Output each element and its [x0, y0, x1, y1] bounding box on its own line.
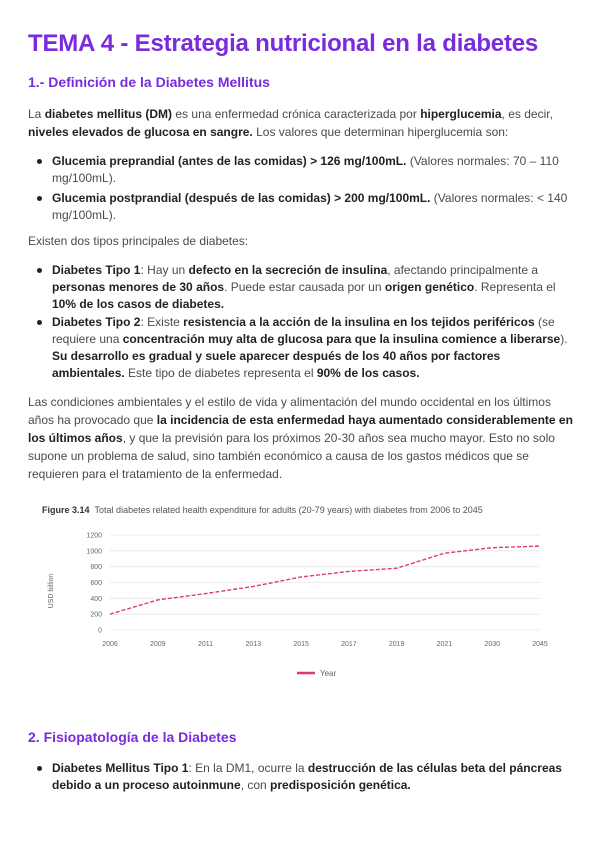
diabetes-types-list — [28, 262, 576, 382]
list-item-type1: Diabetes Tipo 1: Hay un defecto en la secreción de insulina, afectando principalmente a personas menores de 30 años. Puede estar causada por un origen genético. Representa el 10% de los casos de diabetes. — [28, 262, 576, 313]
x-tick-label: 2045 — [532, 641, 548, 648]
x-tick-label: 2013 — [245, 641, 262, 648]
x-tick-label: 2019 — [388, 641, 405, 648]
x-tick-label: 2021 — [436, 641, 453, 648]
x-tick-label: 2009 — [149, 641, 166, 648]
x-tick-label: 2015 — [293, 641, 309, 648]
y-tick-label: 200 — [90, 611, 102, 619]
bullet-icon — [37, 320, 42, 325]
figure-label: Figure 3.14 — [42, 505, 90, 515]
chart-title: Total diabetes related health expenditure for adults (20-79 years) with diabetes from 2006 to 2045 — [94, 505, 483, 515]
glucemia-criteria-list — [28, 153, 576, 224]
y-tick-label: 1000 — [86, 548, 102, 556]
types-intro: Existen dos tipos principales de diabetes: — [28, 234, 249, 248]
x-tick-label: 2011 — [198, 641, 214, 648]
legend-label: Year — [320, 669, 337, 678]
bullet-icon — [37, 766, 42, 771]
section-heading-physiopathology: 2. Fisiopatología de la Diabetes — [28, 729, 237, 745]
x-tick-label: 2030 — [484, 641, 501, 648]
intro-paragraph: La diabetes mellitus (DM) es una enfermedad crónica caracterizada por hiperglucemia, es decir, niveles elevados de glucosa en sangre. Los valores que determinan hiperglucemia son: — [28, 107, 553, 139]
series-line-year — [110, 546, 540, 614]
list-item: Glucemia preprandial (antes de las comidas) > 126 mg/100mL. (Valores normales: 70 – 110 mg/100mL). — [28, 153, 576, 187]
bullet-icon — [37, 268, 42, 273]
bullet-icon — [37, 196, 42, 201]
y-tick-label: 0 — [98, 627, 102, 635]
y-tick-label: 1200 — [86, 532, 102, 540]
list-item: Glucemia postprandial (después de las comidas) > 200 mg/100mL. (Valores normales: < 140 mg/100mL). — [28, 190, 576, 224]
x-tick-label: 2006 — [102, 641, 118, 648]
list-item-type2: Diabetes Tipo 2: Existe resistencia a la acción de la insulina en los tejidos periféricos (se requiere una concentración muy alta de glucosa para que la insulina comience a liberarse). Su desarrollo es gradual y suele aparecer después de los 40 años por factores ambientales. Este tipo de diabetes representa el 90% de los casos. — [28, 314, 576, 382]
physiopathology-list — [28, 760, 576, 794]
chart-caption — [42, 505, 483, 515]
page-title: TEMA 4 - Estrategia nutricional en la diabetes — [28, 30, 539, 57]
y-tick-label: 800 — [90, 564, 102, 572]
y-tick-label: 600 — [90, 580, 102, 587]
chart-legend — [297, 669, 337, 678]
list-item-dm1: Diabetes Mellitus Tipo 1: En la DM1, ocurre la destrucción de las células beta del páncreas debido a un proceso autoinmune, con predisposición genética. — [28, 760, 576, 794]
section-heading-definition: 1.- Definición de la Diabetes Mellitus — [28, 74, 270, 90]
expenditure-line-chart — [40, 520, 560, 690]
y-axis-label: USD billion — [48, 573, 55, 609]
y-tick-label: 400 — [90, 595, 102, 603]
conditions-paragraph: Las condiciones ambientales y el estilo de vida y alimentación del mundo occidental en los últimos años ha provocado que la incidencia de esta enfermedad haya aumentado considerablemente en los últimos años, y que la previsión para los próximos 20-30 años sea mucho mayor. Esto no solo supone un problema de salud, sino también económico a causa de los gastos médicos que se requieren para el tratamiento de la enfermedad. — [28, 395, 573, 481]
x-tick-label: 2017 — [341, 641, 357, 648]
bullet-icon — [37, 159, 42, 164]
